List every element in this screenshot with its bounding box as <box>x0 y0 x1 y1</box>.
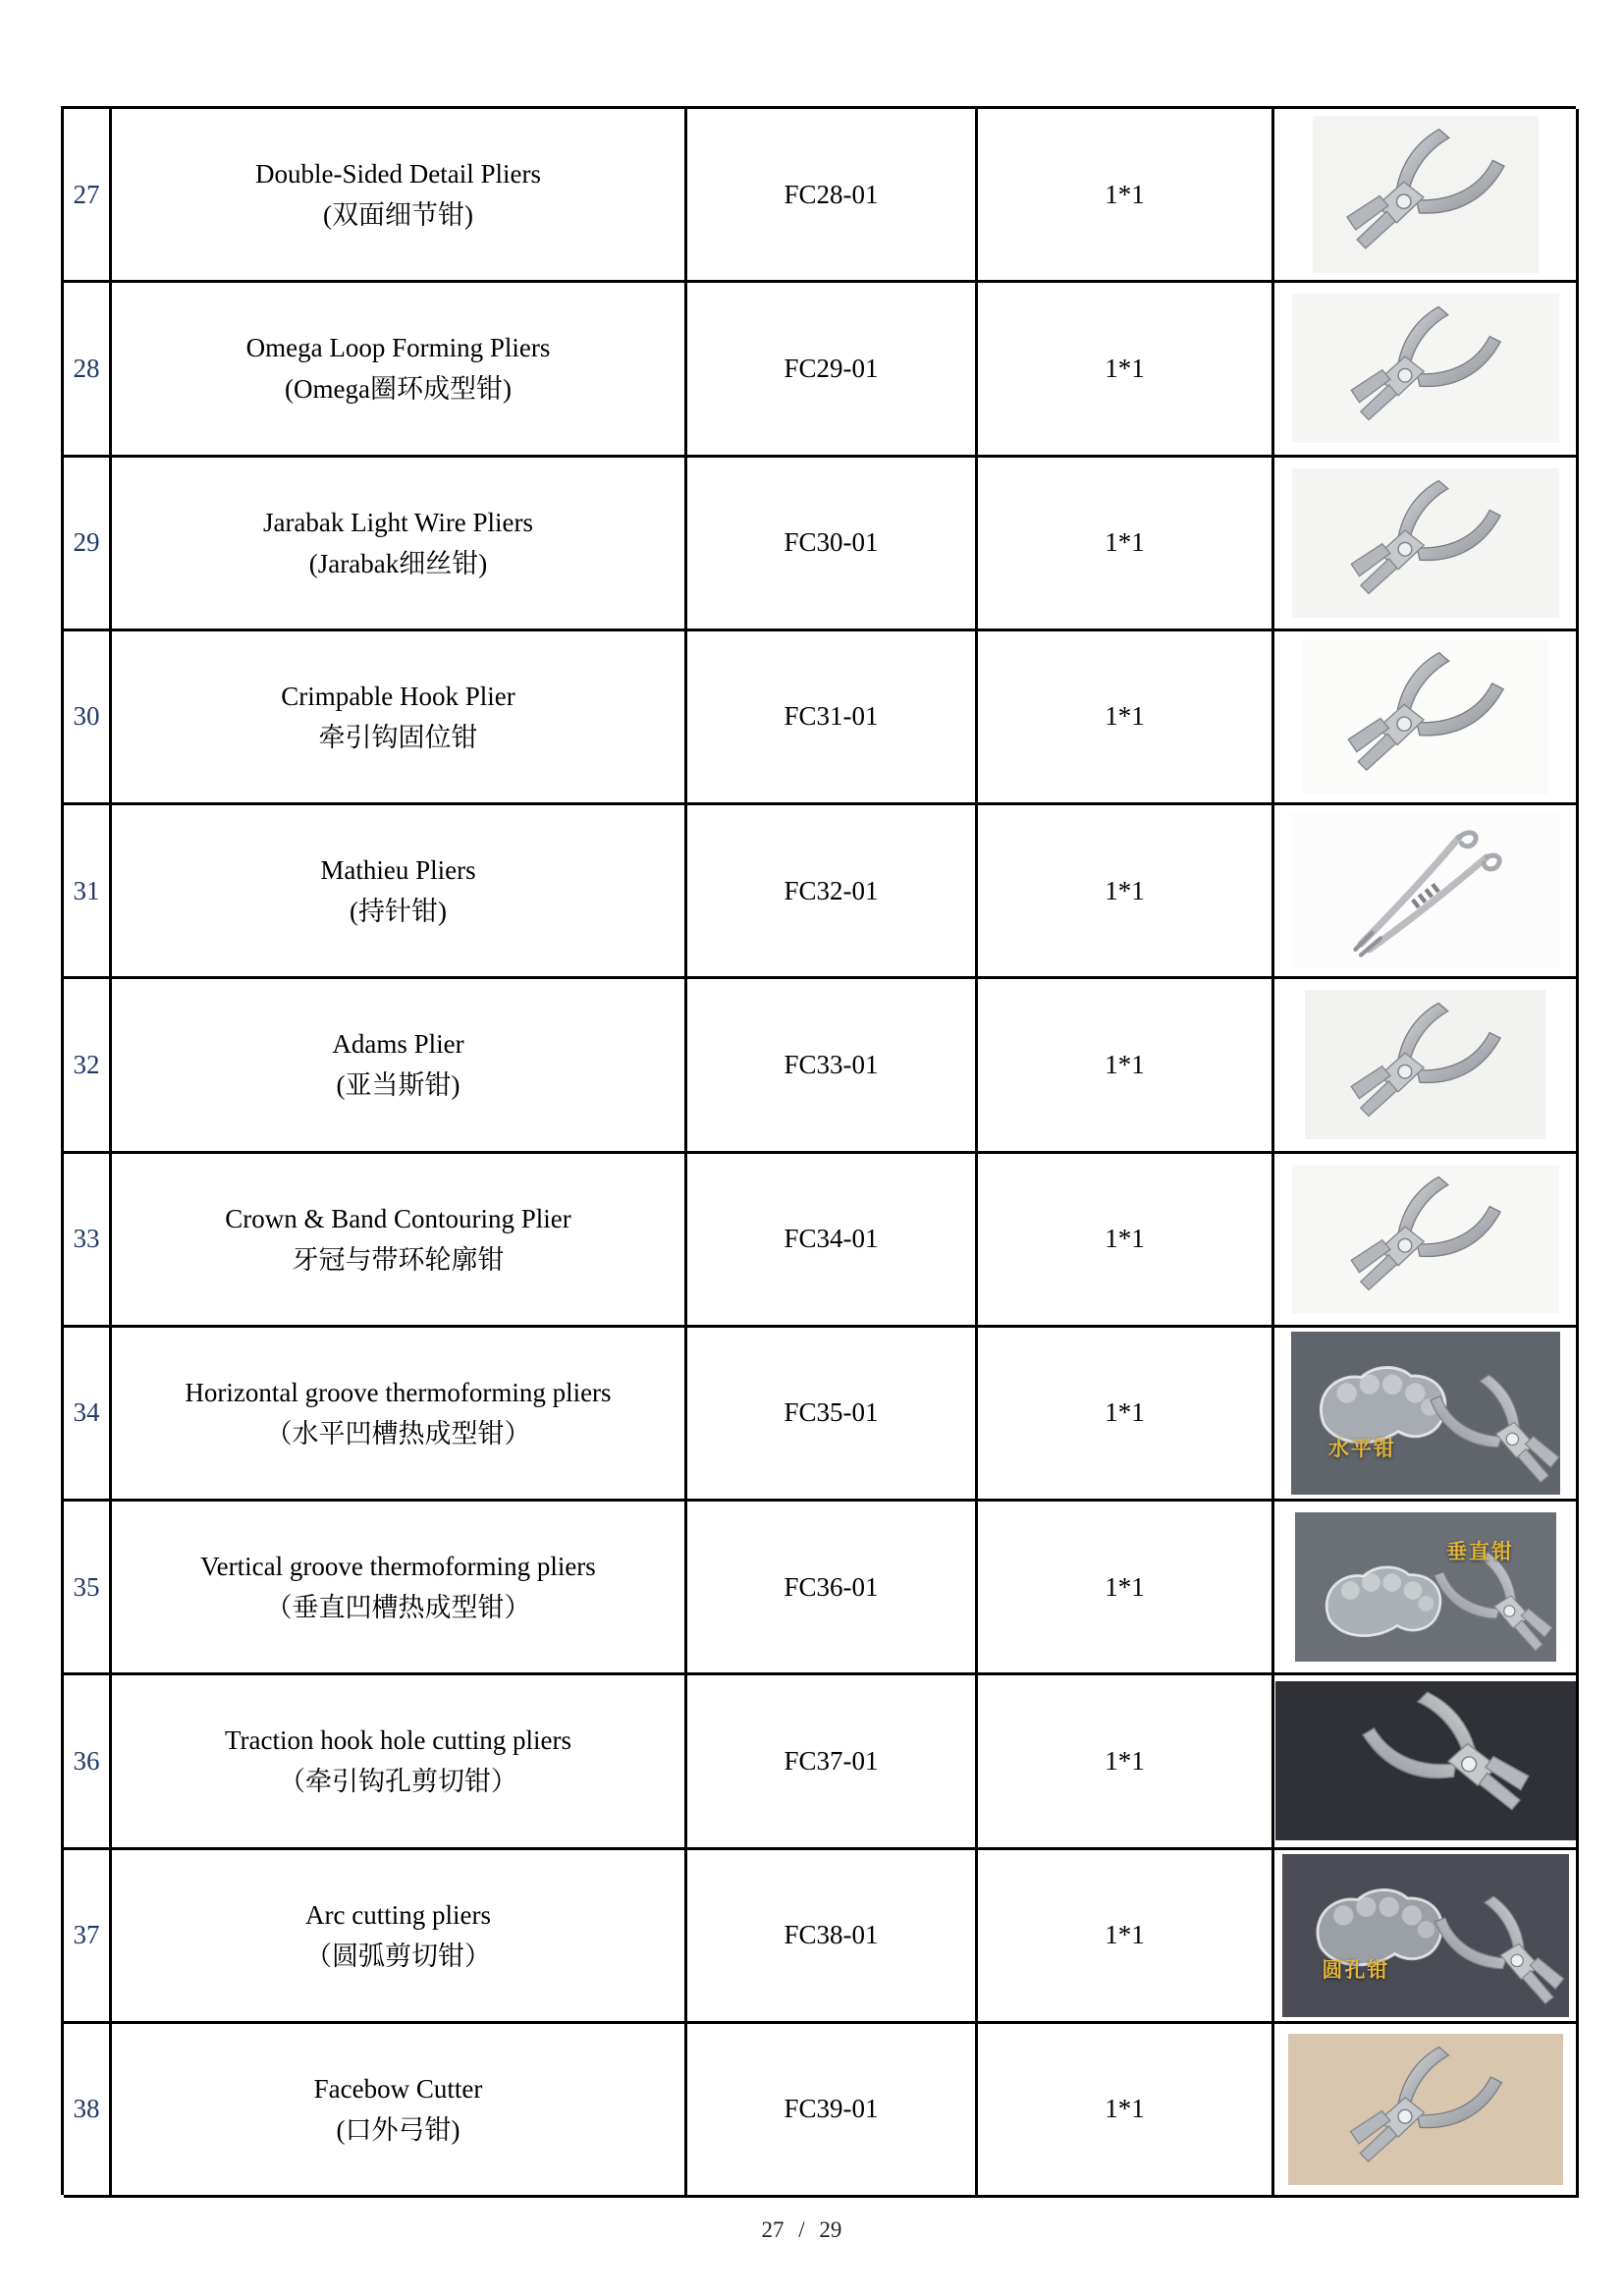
photo-caption-label: 水平钳 <box>1327 1436 1396 1460</box>
product-code: FC32-01 <box>687 805 978 979</box>
row-number: 34 <box>64 1328 112 1502</box>
product-code: FC36-01 <box>687 1502 978 1675</box>
product-photo <box>1292 1165 1559 1314</box>
product-name-cell <box>112 805 687 979</box>
row-number: 32 <box>64 979 112 1153</box>
product-image-cell <box>1274 805 1579 979</box>
product-name-en: Adams Plier <box>332 1029 464 1060</box>
product-name-cell <box>112 283 687 457</box>
product-photo <box>1292 294 1559 443</box>
pliers-illustration <box>1316 301 1535 436</box>
product-photo <box>1292 468 1559 618</box>
quantity: 1*1 <box>978 1502 1274 1675</box>
photo-caption-label: 垂直钳 <box>1445 1540 1514 1564</box>
pliers-illustration <box>1332 124 1518 265</box>
row-number: 28 <box>64 283 112 457</box>
product-image-cell <box>1274 1850 1579 2024</box>
quantity: 1*1 <box>978 1154 1274 1328</box>
quantity: 1*1 <box>978 283 1274 457</box>
product-name-zh: (亚当斯钳) <box>336 1070 460 1101</box>
product-name-cell <box>112 1328 687 1502</box>
product-photo <box>1275 1681 1576 1840</box>
quantity: 1*1 <box>978 979 1274 1153</box>
product-image-cell <box>1274 1675 1579 1849</box>
product-photo <box>1305 990 1545 1139</box>
product-name-zh: （水平凹槽热成型钳） <box>265 1418 531 1449</box>
product-image-cell <box>1274 109 1579 283</box>
row-number: 37 <box>64 1850 112 2024</box>
row-number: 36 <box>64 1675 112 1849</box>
product-photo <box>1291 1332 1560 1495</box>
quantity: 1*1 <box>978 109 1274 283</box>
pliers-illustration <box>1325 1681 1568 1838</box>
product-name-zh: （牵引钩孔剪切钳） <box>279 1767 517 1797</box>
product-name-en: Crimpable Hook Plier <box>281 681 515 711</box>
product-image-cell <box>1274 2024 1579 2198</box>
pliers-illustration <box>1402 1884 1568 2017</box>
product-name-cell <box>112 1675 687 1849</box>
row-number: 33 <box>64 1154 112 1328</box>
product-name-zh: （圆弧剪切钳） <box>305 1941 491 1971</box>
product-image-cell <box>1274 283 1579 457</box>
product-name-zh: 牙冠与带环轮廓钳 <box>292 1244 505 1275</box>
quantity: 1*1 <box>978 805 1274 979</box>
quantity: 1*1 <box>978 1328 1274 1502</box>
page-number: 27 / 29 <box>761 2217 842 2242</box>
product-image-cell <box>1274 1154 1579 1328</box>
product-name-en: Horizontal groove thermoforming pliers <box>185 1377 612 1407</box>
product-name-zh: (Jarabak细丝钳) <box>308 548 488 578</box>
product-photo <box>1303 639 1548 794</box>
needle-holder-illustration <box>1316 821 1535 960</box>
pliers-illustration <box>1313 2042 1539 2178</box>
product-photo <box>1313 116 1539 273</box>
product-table <box>61 106 1576 2195</box>
product-image-cell <box>1274 631 1579 805</box>
product-name-cell <box>112 2024 687 2198</box>
product-name-cell <box>112 109 687 283</box>
product-name-en: Crown & Band Contouring Plier <box>225 1203 571 1233</box>
product-code: FC37-01 <box>687 1675 978 1849</box>
product-code: FC35-01 <box>687 1328 978 1502</box>
product-name-en: Jarabak Light Wire Pliers <box>262 507 534 537</box>
product-name-en: Omega Loop Forming Pliers <box>245 333 551 363</box>
product-name-en: Vertical groove thermoforming pliers <box>200 1552 596 1582</box>
product-name-en: Traction hook hole cutting pliers <box>225 1725 571 1756</box>
product-image-cell <box>1274 979 1579 1153</box>
product-code: FC29-01 <box>687 283 978 457</box>
row-number: 30 <box>64 631 112 805</box>
product-code: FC30-01 <box>687 458 978 631</box>
product-code: FC31-01 <box>687 631 978 805</box>
product-name-zh: (持针钳) <box>350 897 447 927</box>
pliers-illustration <box>1325 647 1526 787</box>
row-number: 38 <box>64 2024 112 2198</box>
quantity: 1*1 <box>978 1675 1274 1849</box>
product-name-en: Mathieu Pliers <box>320 855 476 886</box>
product-name-zh: 牵引钩固位钳 <box>318 722 478 752</box>
row-number: 35 <box>64 1502 112 1675</box>
product-photo <box>1282 1854 1569 2017</box>
product-code: FC39-01 <box>687 2024 978 2198</box>
pliers-illustration <box>1326 998 1524 1132</box>
product-image-cell <box>1274 1328 1579 1502</box>
product-name-cell <box>112 631 687 805</box>
product-name-en: Arc cutting pliers <box>305 1899 491 1930</box>
product-name-cell <box>112 1154 687 1328</box>
quantity: 1*1 <box>978 1850 1274 2024</box>
product-name-zh: (Omega圈环成型钳) <box>285 374 512 405</box>
product-image-cell <box>1274 1502 1579 1675</box>
product-name-zh: （垂直凹槽热成型钳） <box>265 1593 531 1623</box>
product-code: FC38-01 <box>687 1850 978 2024</box>
pliers-illustration <box>1316 475 1535 610</box>
row-number: 31 <box>64 805 112 979</box>
product-image-cell <box>1274 458 1579 631</box>
product-name-zh: (双面细节钳) <box>323 200 473 231</box>
product-photo <box>1295 1512 1556 1662</box>
product-code: FC34-01 <box>687 1154 978 1328</box>
product-name-cell <box>112 1502 687 1675</box>
product-name-cell <box>112 1850 687 2024</box>
product-name-en: Facebow Cutter <box>313 2073 483 2104</box>
row-number: 27 <box>64 109 112 283</box>
pliers-illustration <box>1403 1362 1559 1495</box>
quantity: 1*1 <box>978 2024 1274 2198</box>
quantity: 1*1 <box>978 458 1274 631</box>
quantity: 1*1 <box>978 631 1274 805</box>
pliers-illustration <box>1316 1172 1535 1306</box>
product-name-en: Double-Sided Detail Pliers <box>255 159 541 190</box>
row-number: 29 <box>64 458 112 631</box>
product-photo <box>1288 2034 1563 2185</box>
product-name-cell <box>112 979 687 1153</box>
product-name-zh: (口外弓钳) <box>336 2114 460 2145</box>
product-name-cell <box>112 458 687 631</box>
photo-caption-label: 圆孔钳 <box>1322 1958 1390 1983</box>
product-photo <box>1292 813 1559 968</box>
product-code: FC33-01 <box>687 979 978 1153</box>
product-code: FC28-01 <box>687 109 978 283</box>
